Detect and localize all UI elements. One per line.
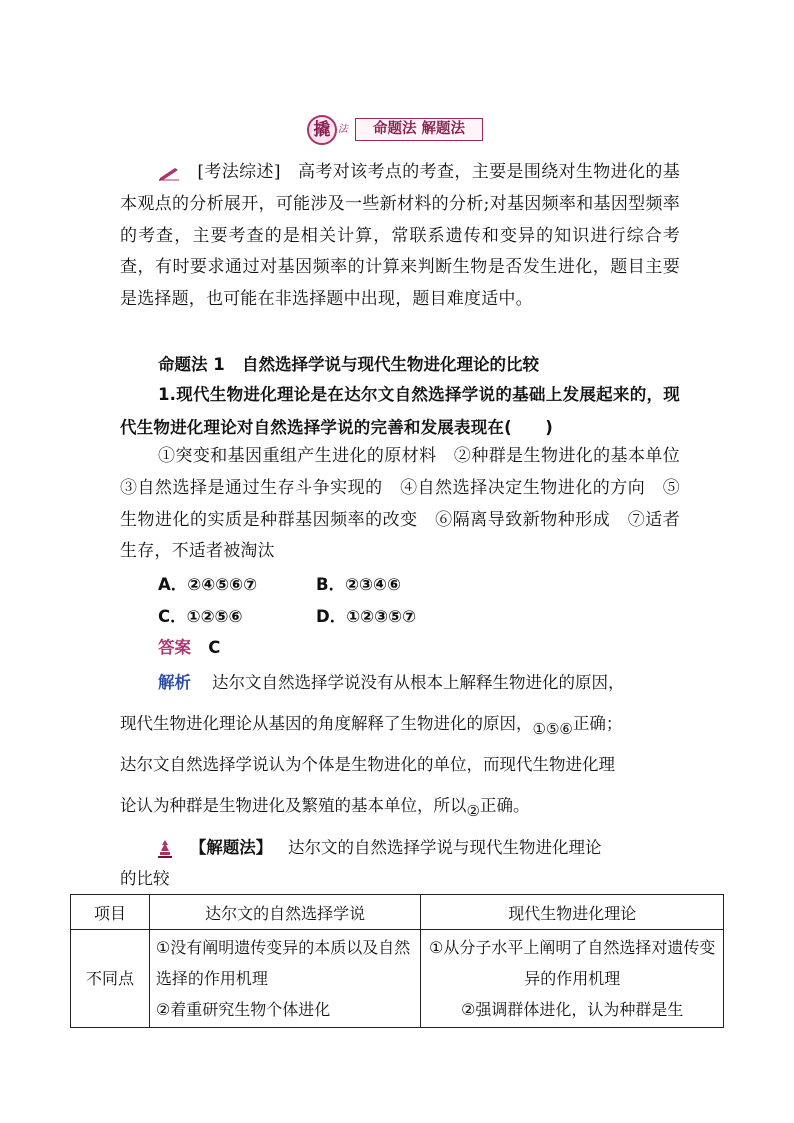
answer-line: [158, 634, 220, 658]
intro-text: 高考对该考点的考查，主要是围绕对生物进化的基本观点的分析展开，可能涉及一些新材料的分析;对基因频率和基因型频率的考查，主要考查的是相关计算，常联系遗传和变异的知识进行综合考查，有时要求通过对基因频率的计算来判断生物是否发生进化，题目主要是选择题，也可能在非选择题中出现，题目难度适中。: [120, 162, 680, 310]
question-stem-text: 1.现代生物进化理论是在达尔文自然选择学说的基础上发展起来的，现代生物进化理论对自然选择学说的完善和发展表现在( ): [120, 385, 680, 437]
answer-value: C: [208, 638, 221, 657]
method-label: 命题法 1: [158, 355, 225, 374]
answer-label: 答案: [158, 638, 191, 657]
banner-badge: 撬: [307, 115, 337, 145]
modern-point-2: ②强调群体进化，认为种群是生: [461, 1000, 684, 1019]
darwin-point-1: ①没有阐明遗传变异的本质以及自然选择的作用机理: [155, 938, 411, 988]
question-stem: [120, 379, 680, 445]
question-statements: ①突变和基因重组产生进化的原材料 ②种群是生物进化的基本单位 ③自然选择是通过生存斗争实现的 ④自然选择决定生物进化的方向 ⑤生物进化的实质是种群基因频率的改变 ⑥隔离导致新物种形成 ⑦适者生存，不适者被淘汰: [120, 446, 698, 562]
table-header-row: [71, 895, 724, 930]
solution-text-2: 的比较: [120, 869, 170, 888]
comparison-table: [70, 894, 724, 1028]
analysis-line-4: [120, 792, 530, 820]
method-heading: [158, 351, 539, 375]
modern-point-1: ①从分子水平上阐明了自然选择对遗传变异的作用机理: [429, 938, 716, 988]
analysis-line-3: 达尔文自然选择学说认为个体是生物进化的单位，而现代生物进化理: [120, 755, 615, 774]
analysis-text-2a: 现代生物进化理论从基因的角度解释了生物进化的原因，: [120, 714, 533, 733]
analysis-text-2c: 正确；: [572, 714, 623, 733]
banner-sub: 法: [338, 124, 348, 135]
analysis-line-2: [120, 710, 623, 738]
analysis-label: 解析: [158, 673, 191, 692]
solution-heading: [156, 834, 602, 859]
header-modern: 现代生物进化理论: [421, 895, 724, 930]
header-item: 项目: [71, 895, 150, 930]
analysis-text-4b: ②: [466, 802, 480, 820]
analysis-text-2b: ①⑤⑥: [532, 720, 573, 738]
option-d[interactable]: D．①②③⑤⑦: [316, 607, 417, 626]
analysis-text-1: 达尔文自然选择学说没有从根本上解释生物进化的原因，: [211, 673, 625, 692]
method-title: 自然选择学说与现代生物进化理论的比较: [241, 355, 539, 374]
cell-darwin: [149, 930, 421, 1028]
option-a[interactable]: A．②④⑤⑥⑦: [158, 575, 258, 594]
banner-title: 命题法 解题法: [355, 118, 483, 141]
analysis-text-4c: 正确。: [479, 796, 530, 815]
row-label: 不同点: [71, 930, 150, 1028]
lamp-icon: [156, 839, 174, 859]
solution-tag: 【解题法】: [189, 838, 273, 857]
intro-tag: [考法综述]: [197, 162, 281, 182]
cell-modern: [421, 930, 724, 1028]
option-b[interactable]: B．②③④⑥: [316, 575, 401, 594]
solution-text-1: 达尔文的自然选择学说与现代生物进化理论: [288, 838, 602, 857]
intro-paragraph: [120, 157, 680, 316]
table-row: [71, 930, 724, 1028]
analysis-text-4a: 论认为种群是生物进化及繁殖的基本单位，所以: [120, 796, 467, 815]
section-banner: [307, 115, 487, 145]
analysis-line-1: [158, 669, 624, 693]
header-darwin: 达尔文的自然选择学说: [149, 895, 421, 930]
option-c[interactable]: C．①②⑤⑥: [158, 607, 243, 626]
pen-icon: [158, 165, 180, 181]
darwin-point-2: ②着重研究生物个体进化: [155, 1000, 331, 1019]
